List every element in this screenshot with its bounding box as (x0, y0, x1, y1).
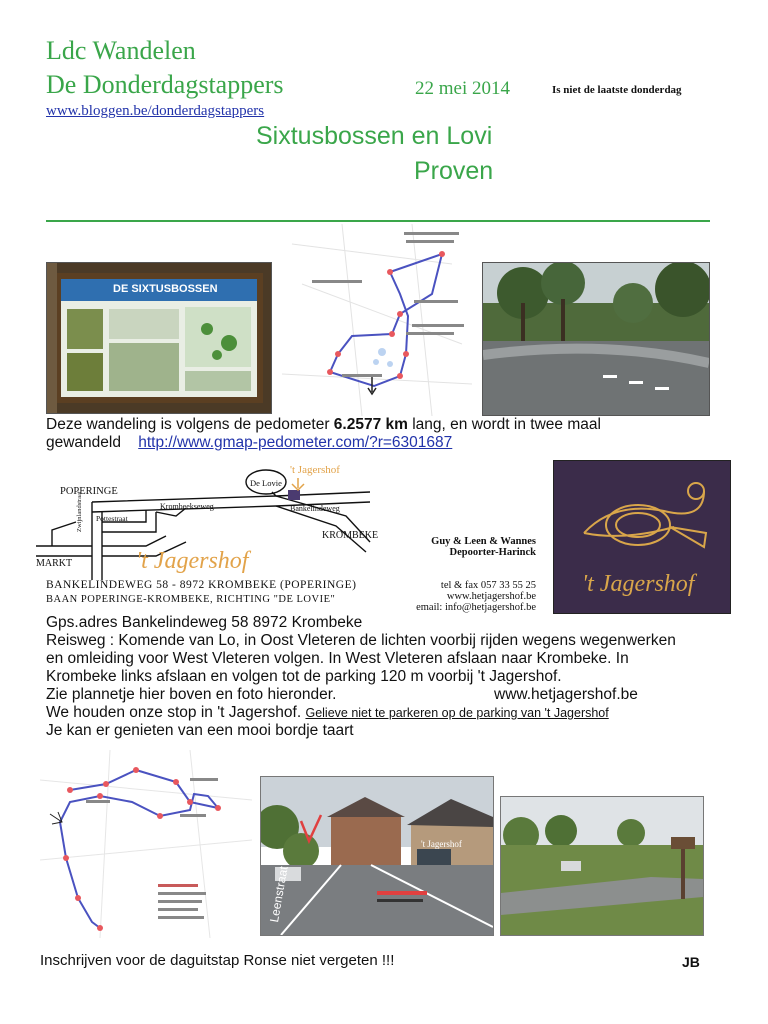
directions-line-5 (46, 704, 609, 722)
jagershof-street-map (36, 462, 379, 598)
title-line-2: De Donderdagstappers (46, 70, 284, 99)
intro-text-b: lang, en wordt in twee maal (407, 416, 601, 433)
contact-email: email: info@hetjagershof.be (416, 602, 536, 613)
contact-phone: tel & fax 057 33 55 25 (440, 580, 536, 591)
contact-card (384, 536, 536, 613)
title-line-1: Ldc Wandelen (46, 36, 196, 65)
logo-text: 't Jagershof (582, 571, 695, 597)
subtitle-line-2: Proven (414, 157, 494, 185)
parking-note: Gelieve niet te parkeren op de parking van 't Jagershof (305, 706, 609, 720)
map-label-pottestraat: Pottestraat (96, 514, 128, 523)
jagershof-street-photo (260, 776, 494, 936)
distance-value: 6.2577 km (333, 416, 408, 433)
directions-line-3: Krombeke links afslaan en volgen tot de parking 120 m voorbij 't Jagershof. (46, 668, 562, 685)
contact-spacer (384, 558, 536, 580)
map-label-krombeekseweg: Krombeekseweg (160, 502, 214, 511)
directions-line-4: Zie plannetje hier boven en foto hieronder. (46, 686, 337, 703)
street-sign-label: Leenstraat (267, 865, 291, 924)
directions-website: www.hetjagershof.be (494, 686, 638, 703)
intro-line-1 (46, 416, 601, 434)
intro-text-a: Deze wandeling is volgens de pedometer (46, 416, 334, 433)
subtitle-line-1: Sixtusbossen en Lovi (256, 122, 493, 150)
contact-website: www.hetjagershof.be (446, 591, 536, 602)
footer-initials: JB (682, 954, 700, 970)
road-photo (482, 262, 710, 416)
directions-line-1: Reisweg : Komende van Lo, in Oost Vleteren de lichten voorbij rijden wegens wegenwerken (46, 632, 676, 649)
blog-link[interactable]: www.bloggen.be/donderdagstappers (46, 103, 265, 119)
footer-reminder: Inschrijven voor de daguitstap Ronse niet vergeten !!! (40, 952, 395, 969)
pedometer-link[interactable]: http://www.gmap-pedometer.com/?r=6301687 (138, 434, 453, 451)
flyer-address-1: BANKELINDEWEG 58 - 8972 KROMBEKE (POPERINGE) (46, 579, 357, 591)
intro-line-2 (46, 434, 452, 452)
divider (46, 220, 710, 222)
map-label-jagershof: 't Jagershof (290, 464, 340, 476)
contact-surname: Depoorter-Harinck (449, 547, 536, 558)
directions-line-2: en omleiding voor West Vleteren volgen. In West Vleteren afslaan naar Krombeke. In (46, 650, 629, 667)
route-map-bottom (40, 750, 252, 938)
directions-line-6: Je kan er genieten van een mooi bordje taart (46, 722, 354, 739)
parking-photo (500, 796, 704, 936)
stop-text: We houden onze stop in 't Jagershof. (46, 704, 302, 721)
shop-sign-label: 't Jagershof (421, 839, 462, 849)
jagershof-logo (553, 460, 731, 614)
map-label-markt: MARKT (36, 558, 73, 569)
map-label-poperinge: POPERINGE (60, 486, 118, 497)
map-label-zwijnlandstraat: Zwijnlandstraat (76, 491, 83, 532)
contact-names: Guy & Leen & Wannes (431, 536, 536, 547)
sign-title: DE SIXTUSBOSSEN (113, 283, 218, 295)
map-label-krombeke: KROMBEKE (322, 530, 379, 541)
map-brand: 't Jagershof (136, 548, 249, 574)
intro-text-c: gewandeld (46, 434, 121, 451)
date-note: Is niet de laatste donderdag (552, 84, 682, 96)
flyer-address-2: BAAN POPERINGE-KROMBEKE, RICHTING "DE LOVIE" (46, 594, 336, 605)
route-map-top (282, 224, 472, 416)
walk-date: 22 mei 2014 (415, 78, 510, 99)
map-label-delovie: De Lovie (250, 478, 282, 488)
sixtusbossen-sign-photo (46, 262, 272, 414)
gps-address: Gps.adres Bankelindeweg 58 8972 Krombeke (46, 614, 363, 631)
map-label-bankelindeweg: Bankelindeweg (290, 504, 340, 513)
